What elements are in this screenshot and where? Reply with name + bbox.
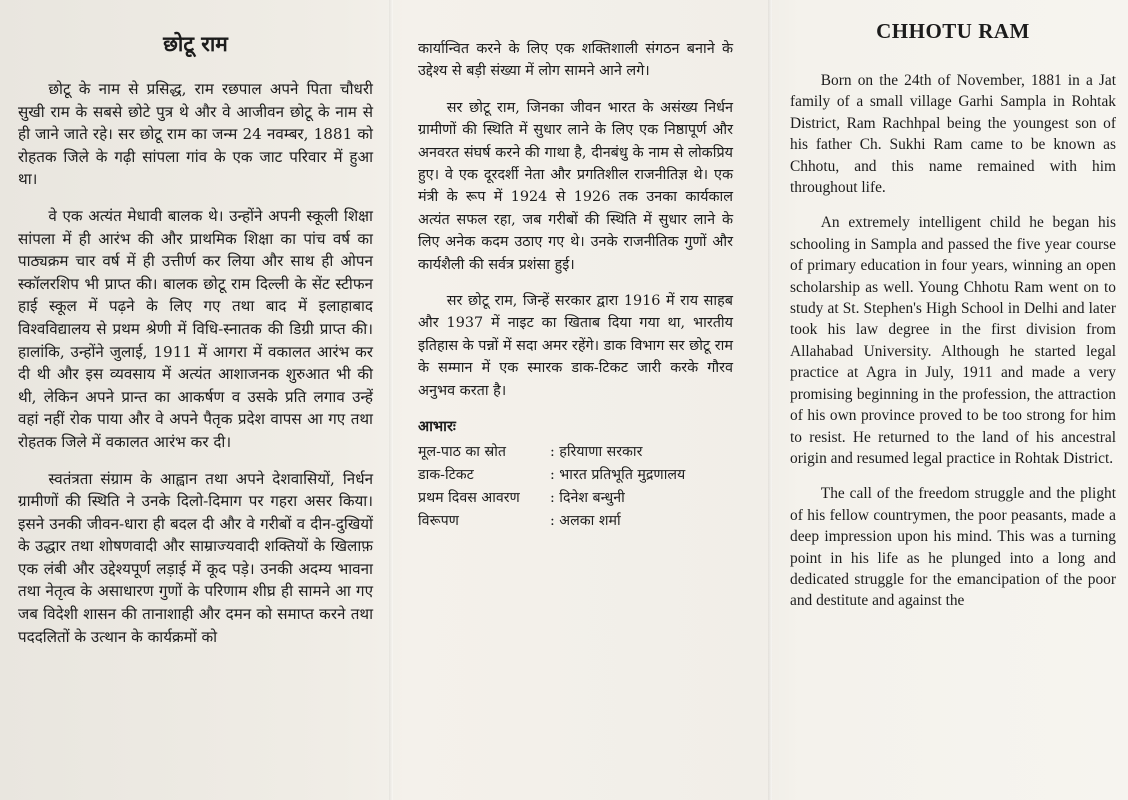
ack-row [418, 464, 685, 487]
fold-line-right [768, 0, 772, 800]
middle-paragraph-2: सर छोटू राम, जिनका जीवन भारत के असंख्य निर्धन ग्रामीणों की स्थिति में सुधार लाने के लिए एक निष्ठापूर्ण और अनवरत संघर्ष करने की गाथा है, दीनबंधु के नाम से लोकप्रिय हुए। वे एक दूरदर्शी नेता और प्रगतिशील राजनीतिज्ञ थे। एक मंत्री के रूप में 1924 से 1926 तक उनका कार्यकाल अत्यंत सफल रहा, जब गरीबों की स्थिति में सुधार लाने के लिए अनेक कदम उठाए गए थे। उनके राजनीतिक गुणों और कार्यशैली की सर्वत्र प्रशंसा हुई। [418, 99, 733, 273]
acknowledgements-heading: आभारः [418, 418, 456, 436]
middle-paragraph-3: सर छोटू राम, जिन्हें सरकार द्वारा 1916 में राय साहब और 1937 में नाइट का खिताब दिया गया था, भारतीय इतिहास के पन्नों में सदा अमर रहेंगे। डाक विभाग सर छोटू राम के सम्मान में एक स्मारक डाक-टिकट जारी करके गौरव अनुभव करता है। [418, 293, 733, 399]
hindi-title: छोटू राम [163, 31, 228, 56]
english-paragraph-2: An extremely intelligent child he began his schooling in Sampla and passed the five year course of primary education in four years, winning an open scholarship as well. Young Chhotu Ram went on to study at St. Stephen's High School in Delhi and later took his law degree in the first division from Allahabad University. Although he started legal practice at Agra in July, 1911 and made a very promising beginning in the profession, the attraction of his own province proved to be too strong for him to resist. He returned to the land of his ancestral origin and resumed legal practice in Rohtak District. [790, 214, 1116, 467]
ack-value: : भारत प्रतिभूति मुद्रणालय [550, 466, 686, 483]
english-paragraph-1: Born on the 24th of November, 1881 in a Jat family of a small village Garhi Sampla in Rohtak District, Ram Rachhpal being the youngest son of his father Ch. Sukhi Ram came to be known as Chhotu, and this name remained with him throughout life. [790, 72, 1116, 197]
hindi-paragraph-3: स्वतंत्रता संग्राम के आह्वान तथा अपने देशवासियों, निर्धन ग्रामीणों की स्थिति ने उनके दिलो-दिमाग पर गहरा असर किया। इसने उनकी जीवन-धारा ही बदल दी और वे गरीबों व दीन-दुखियों के उद्धार तथा शोषणवादी और साम्राज्यवादी शक्तियों के खिलाफ़ एक लंबी और उद्देश्यपूर्ण लड़ाई में कूद पड़े। उनकी अदम्य भावना तथा नेतृत्व के असाधारण गुणों के परिणाम शीघ्र ही सामने आ गए जब विदेशी शासन की तानाशाही और दमन को समाप्त करने तथा पददलितों के उत्थान के कार्यक्रमों को [18, 469, 373, 646]
ack-label: प्रथम दिवस आवरण [418, 489, 520, 506]
english-paragraph-3: The call of the freedom struggle and the plight of his fellow countrymen, the poor peasants, made a deep impression upon his mind. This was a turning point in his life as he plunged into a long and dedicated struggle for the emancipation of the poor and destitute and against the [790, 485, 1116, 610]
ack-row [418, 510, 685, 533]
ack-label: मूल-पाठ का स्रोत [418, 443, 506, 460]
hindi-paragraph-1: छोटू के नाम से प्रसिद्ध, राम रछपाल अपने पिता चौधरी सुखी राम के सबसे छोटे पुत्र थे और वे आजीवन छोटू के नाम से ही जाने जाते रहे। सर छोटू राम का जन्म 24 नवम्बर, 1881 को रोहतक जिले के गढ़ी सांपला गांव के एक जाट परिवार में हुआ था। [18, 80, 373, 189]
hindi-paragraph-2: वे एक अत्यंत मेधावी बालक थे। उन्होंने अपनी स्कूली शिक्षा सांपला में ही आरंभ की और प्राथमिक शिक्षा का पांच वर्ष का पाठ्यक्रम चार वर्ष में ही उत्तीर्ण कर लिया और साथ ही ओपन स्कॉलरशिप भी प्राप्त की। बालक छोटू राम दिल्ली के सेंट स्टीफन हाई स्कूल में पढ़ने के लिए गए तथा बाद में इलाहाबाद विश्वविद्यालय से प्रथम श्रेणी में विधि-स्नातक की डिग्री प्राप्त की। हालांकि, उन्होंने जुलाई, 1911 में आगरा में वकालत आरंभ कर दी थी और इस व्यवसाय में अत्यंत आशाजनक शुरुआत भी की थी, लेकिन अपने प्रान्त का आकर्षण व उसके प्रति लगाव उन्हें वहां नहीं रोक पाया और वे अपने पैतृक प्रदेश वापस आ गए तथा रोहतक जिले में वकालत आरंभ कर दी। [18, 206, 373, 451]
english-column [790, 16, 1116, 626]
middle-column [418, 38, 733, 533]
fold-line-left [389, 0, 393, 800]
ack-label: विरूपण [418, 512, 459, 529]
hindi-column [18, 30, 373, 662]
english-title: CHHOTU RAM [876, 19, 1030, 43]
ack-value: : दिनेश बन्धुनी [550, 489, 625, 506]
ack-row [418, 441, 685, 464]
acknowledgements-table [418, 441, 685, 533]
middle-paragraph-1: कार्यान्वित करने के लिए एक शक्तिशाली संगठन बनाने के उद्देश्य से बड़ी संख्या में लोग सामने आने लगे। [418, 41, 733, 80]
ack-value: : अलका शर्मा [550, 512, 621, 529]
ack-row [418, 487, 685, 510]
ack-label: डाक-टिकट [418, 466, 474, 483]
ack-value: : हरियाणा सरकार [550, 443, 643, 460]
